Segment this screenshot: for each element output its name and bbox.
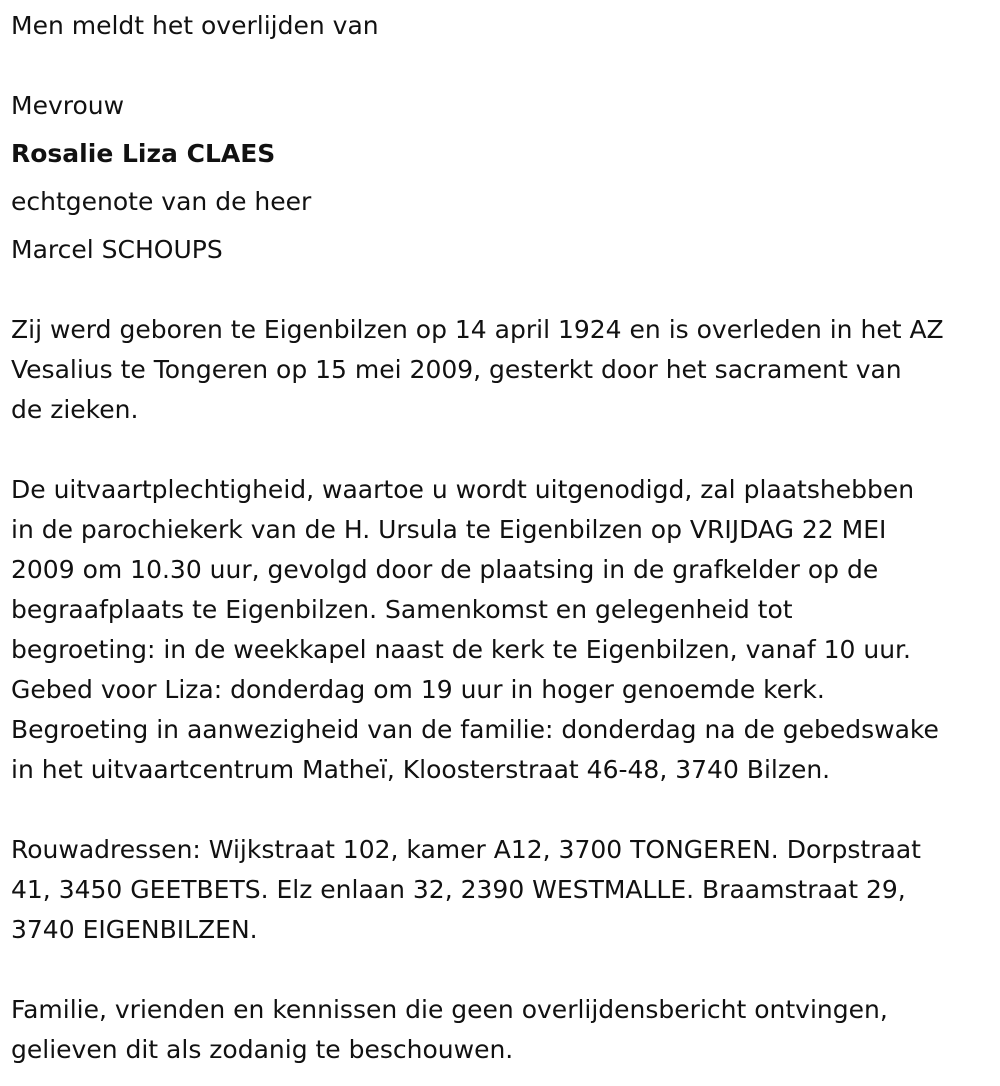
paragraph-line: Begroeting in aanwezigheid van de familie: donderdag na de gebedswake <box>11 715 939 744</box>
paragraph-line: Rouwadressen: Wijkstraat 102, kamer A12, 3700 TONGEREN. Dorpstraat <box>11 835 921 864</box>
honorific <box>11 86 124 126</box>
paragraph-line: Gebed voor Liza: donderdag om 19 uur in hoger genoemde kerk. <box>11 675 825 704</box>
paragraph-line: begroeting: in de weekkapel naast de kerk te Eigenbilzen, vanaf 10 uur. <box>11 635 911 664</box>
relation-line: echtgenote van de heer <box>11 187 312 216</box>
paragraph-line: 3740 EIGENBILZEN. <box>11 915 258 944</box>
deceased-name-line: Rosalie Liza CLAES <box>11 139 276 168</box>
addresses-paragraph <box>11 830 921 950</box>
spouse-name-line: Marcel SCHOUPS <box>11 235 223 264</box>
paragraph-line: in het uitvaartcentrum Matheï, Kloosterstraat 46-48, 3740 Bilzen. <box>11 755 831 784</box>
paragraph-line: Vesalius te Tongeren op 15 mei 2009, gesterkt door het sacrament van <box>11 355 902 384</box>
birth-death-paragraph <box>11 310 944 430</box>
relation-text <box>11 182 311 222</box>
paragraph-line: begraafplaats te Eigenbilzen. Samenkomst en gelegenheid tot <box>11 595 793 624</box>
paragraph-line: 41, 3450 GEETBETS. Elz enlaan 32, 2390 WESTMALLE. Braamstraat 29, <box>11 875 906 904</box>
intro-text <box>11 6 379 46</box>
funeral-paragraph <box>11 470 939 790</box>
paragraph-line: de zieken. <box>11 395 139 424</box>
paragraph-line: 2009 om 10.30 uur, gevolgd door de plaatsing in de grafkelder op de <box>11 555 879 584</box>
paragraph-line: De uitvaartplechtigheid, waartoe u wordt uitgenodigd, zal plaatshebben <box>11 475 915 504</box>
paragraph-line: gelieven dit als zodanig te beschouwen. <box>11 1035 514 1064</box>
honorific-line: Mevrouw <box>11 91 125 120</box>
paragraph-line: in de parochiekerk van de H. Ursula te Eigenbilzen op VRIJDAG 22 MEI <box>11 515 887 544</box>
paragraph-line: Familie, vrienden en kennissen die geen overlijdensbericht ontvingen, <box>11 995 888 1024</box>
closing-paragraph <box>11 990 888 1070</box>
intro-line: Men meldt het overlijden van <box>11 11 379 40</box>
spouse-name <box>11 230 223 270</box>
deceased-name <box>11 134 275 174</box>
paragraph-line: Zij werd geboren te Eigenbilzen op 14 april 1924 en is overleden in het AZ <box>11 315 944 344</box>
